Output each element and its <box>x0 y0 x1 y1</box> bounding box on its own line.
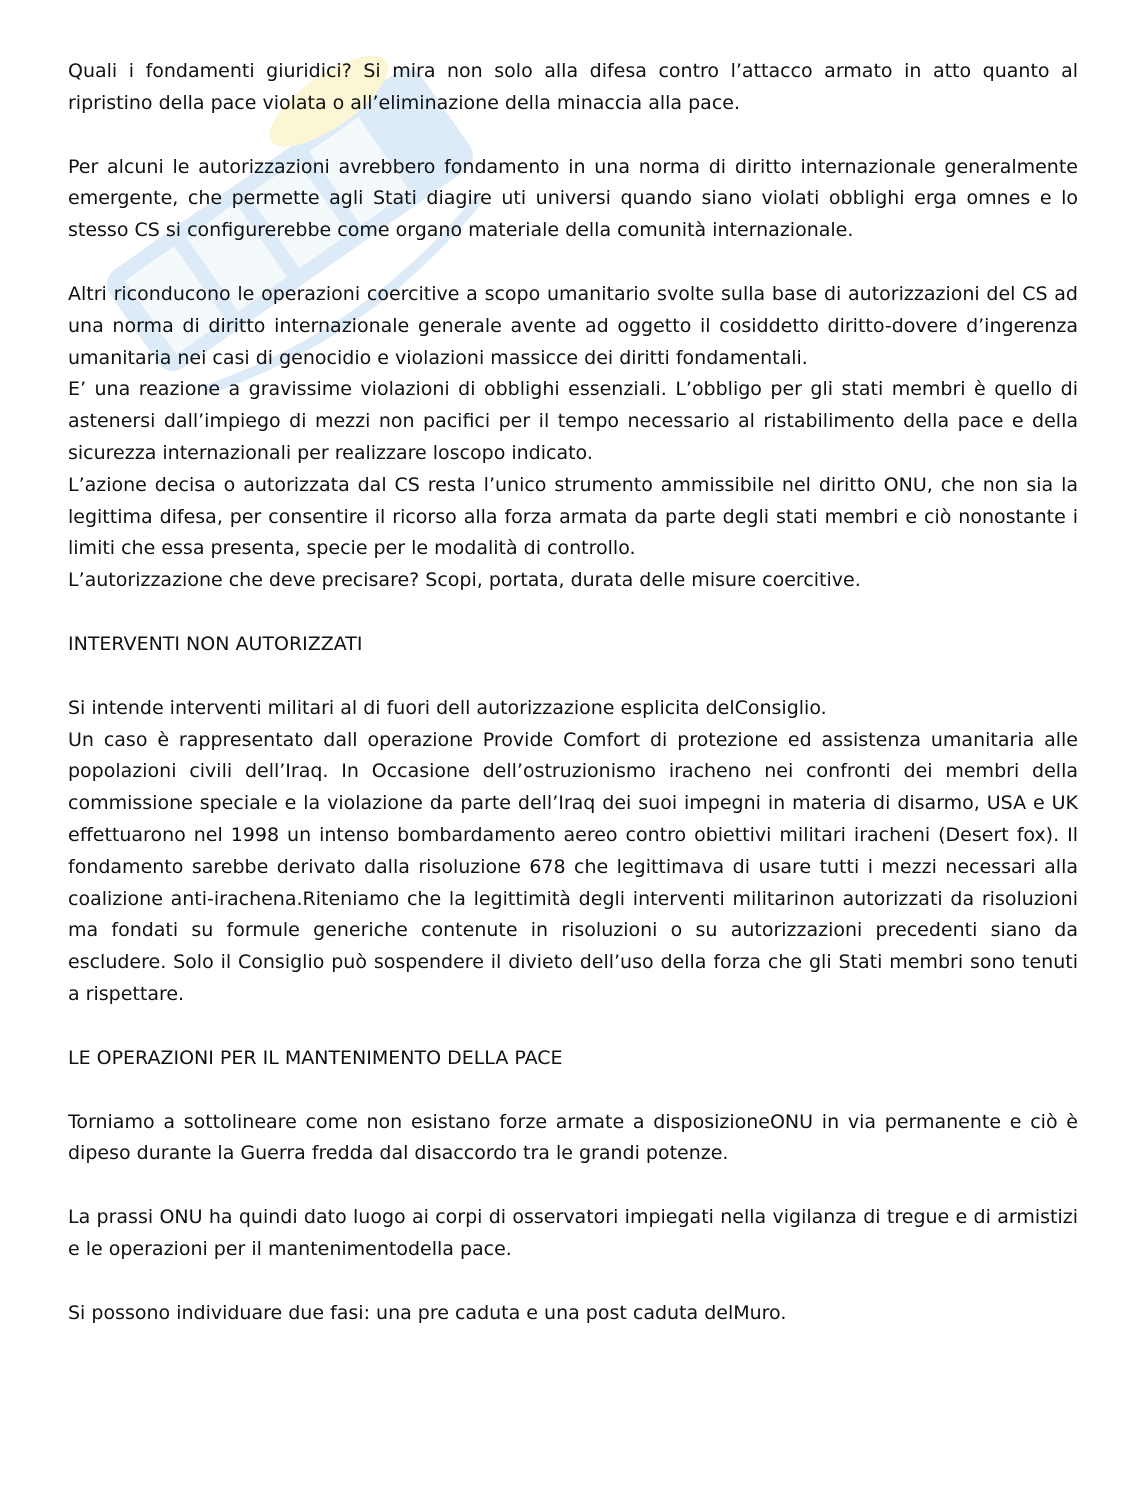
paragraph-authorizations-norm: Per alcuni le autorizzazioni avrebbero fondamento in una norma di diritto internazionale generalmente emergente, che permette agli Stati diagire uti universi quando siano violati obblighi erga omnes e lo stesso CS si configurerebbe come organo materiale della comunità internazionale. <box>68 155 1078 242</box>
paragraph-provide-comfort: Un caso è rappresentato dall operazione Provide Comfort di protezione ed assistenza umanitaria alle popolazioni civili dell’Iraq. In Occasione dell’ostruzionismo iracheno nei confronti dei membri della commissione speciale e la violazione da parte dell’Iraq dei suoi impegni in materia di disarmo, USA e UK effettuarono nel 1998 un intenso bombardamento aereo contro obiettivi militari iracheni (Desert fox). Il fondamento sarebbe derivato dalla risoluzione 678 che legittimava di usare tutti i mezzi necessari alla coalizione anti-irachena.Riteniamo che la legittimità degli interventi militarinon autorizzati da risoluzioni ma fondati su formule generiche contenute in risoluzioni o su autorizzazioni precedenti siano da escludere. Solo il Consiglio può sospendere il divieto dell’uso della forza che gli Stati membri sono tenuti a rispettare. <box>68 728 1078 1005</box>
top-edge-mark <box>562 0 586 4</box>
paragraph-gap <box>68 1266 1078 1298</box>
paragraph-gap <box>68 597 1078 629</box>
paragraph-gap <box>68 120 1078 152</box>
paragraph-gap <box>68 661 1078 693</box>
paragraph-gap <box>68 1011 1078 1043</box>
paragraph-reaction-violations: E’ una reazione a gravissime violazioni di obblighi essenziali. L’obbligo per gli stati membri è quello di astenersi dall’impiego di mezzi non pacifici per il tempo necessario al ristabilimento della pace e della sicurezza internazionali per realizzare loscopo indicato. <box>68 378 1078 464</box>
paragraph-authorization-scope: L’autorizzazione che deve precisare? Scopi, portata, durata delle misure coercitive. <box>68 569 861 592</box>
paragraph-two-phases: Si possono individuare due fasi: una pre caduta e una post caduta delMuro. <box>68 1301 787 1324</box>
section-heading-unauthorized-interventions: INTERVENTI NON AUTORIZZATI <box>68 632 363 655</box>
paragraph-un-practice: La prassi ONU ha quindi dato luogo ai corpi di osservatori impiegati nella vigilanza di tregue e di armistizi e le operazioni per il mantenimentodella pace. <box>68 1206 1078 1260</box>
paragraph-armed-forces: Torniamo a sottolineare come non esistano forze armate a disposizioneONU in via permanente e ciò è dipeso durante la Guerra fredda dal disaccordo tra le grandi potenze. <box>68 1110 1078 1165</box>
paragraph-gap <box>68 1075 1078 1107</box>
paragraph-cs-action: L’azione decisa o autorizzata dal CS resta l’unico strumento ammissibile nel diritto ONU, che non sia la legittima difesa, per consentire il ricorso alla forza armata da parte degli stati membri e ciò nonostante i limiti che essa presenta, specie per le modalità di controllo. <box>68 473 1078 560</box>
paragraph-gap <box>68 1170 1078 1202</box>
section-heading-peacekeeping: LE OPERAZIONI PER IL MANTENIMENTO DELLA PACE <box>68 1046 563 1069</box>
paragraph-gap <box>68 247 1078 279</box>
paragraph-legal-foundations: Quali i fondamenti giuridici? Si mira non solo alla difesa contro l’attacco armato in atto quanto al ripristino della pace violata o all’eliminazione della minaccia alla pace. <box>68 60 1078 114</box>
paragraph-humanitarian-operations: Altri riconducono le operazioni coercitive a scopo umanitario svolte sulla base di autorizzazioni del CS ad una norma di diritto internazionale generale avente ad oggetto il cosiddetto diritto-dovere d’ingerenza umanitaria nei casi di genocidio e violazioni massicce dei diritti fondamentali. <box>68 282 1078 369</box>
paragraph-definition: Si intende interventi militari al di fuori dell autorizzazione esplicita delConsiglio. <box>68 696 827 719</box>
document-page <box>68 56 1078 1330</box>
